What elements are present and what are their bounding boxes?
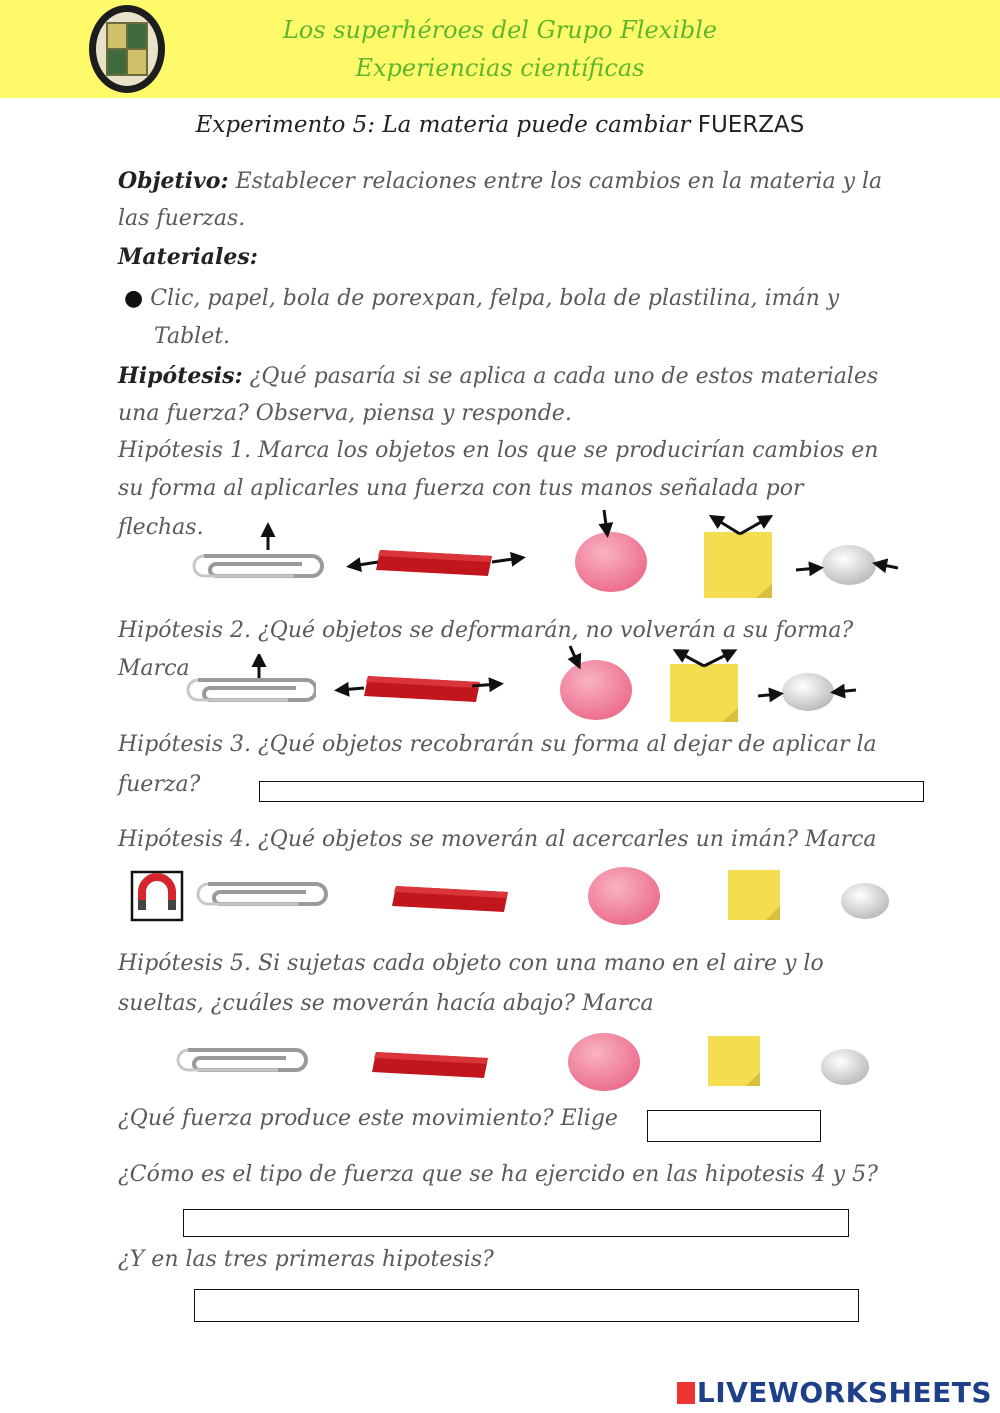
header-title: Los superhéroes del Grupo Flexible (282, 16, 718, 44)
question-3-answer-input[interactable] (194, 1289, 859, 1322)
materials-text-2: Tablet. (154, 324, 231, 349)
hypothesis-2-line-2: Marca (118, 656, 190, 681)
red-felt-icon[interactable] (346, 540, 526, 585)
objective-text-2: las fuerzas. (118, 206, 246, 231)
experiment-title-script: Experimento 5: La materia puede cambiar (195, 112, 691, 138)
pink-ball-icon[interactable] (570, 506, 652, 594)
liveworksheets-icon (677, 1382, 695, 1404)
materials-label: Materiales: (118, 244, 258, 270)
sticky-note-icon[interactable] (724, 866, 784, 924)
objective-line (118, 168, 882, 194)
paperclip-icon[interactable] (196, 876, 330, 912)
hypothesis-2-line-1: Hipótesis 2. ¿Qué objetos se deformarán, no volverán a su forma? (118, 618, 854, 643)
force-select[interactable] (647, 1110, 821, 1142)
white-ball-icon[interactable] (818, 1046, 872, 1088)
paperclip-icon[interactable] (190, 520, 330, 580)
hypothesis-3-line-2: fuerza? (118, 772, 201, 797)
white-ball-icon[interactable] (794, 538, 904, 588)
red-felt-icon[interactable] (368, 1044, 494, 1082)
hypothesis-intro-text: ¿Qué pasaría si se aplica a cada uno de estos materiales (249, 364, 879, 389)
hypothesis-1-line-3: flechas. (118, 515, 204, 540)
header-subtitle: Experiencias científicas (355, 54, 645, 82)
white-ball-icon[interactable] (838, 880, 892, 922)
question-3: ¿Y en las tres primeras hipotesis? (118, 1247, 494, 1272)
bullet-icon: ● (124, 286, 144, 311)
experiment-topic: FUERZAS (697, 112, 805, 138)
objective-label: Objetivo: (118, 168, 229, 194)
liveworksheets-logo[interactable] (677, 1376, 992, 1409)
hypothesis-5-line-2: sueltas, ¿cuáles se moverán hacía abajo? Marca (118, 991, 654, 1016)
hypothesis-intro-text-2: una fuerza? Observa, piensa y responde. (118, 401, 572, 426)
hypothesis-4-line-1: Hipótesis 4. ¿Qué objetos se moverán al acercarles un imán? Marca (118, 827, 877, 852)
magnet-icon[interactable] (130, 870, 184, 922)
objective-text: Establecer relaciones entre los cambios en la materia y la (235, 169, 883, 194)
footer-brand: LIVEWORKSHEETS (696, 1376, 992, 1409)
hypothesis-5-line-1: Hipótesis 5. Si sujetas cada objeto con una mano en el aire y lo (118, 951, 824, 976)
question-1: ¿Qué fuerza produce este movimiento? Elige (118, 1106, 618, 1131)
hypothesis-label: Hipótesis: (118, 363, 243, 389)
sticky-note-icon[interactable] (704, 1032, 764, 1090)
experiment-title (0, 112, 1000, 138)
paperclip-icon[interactable] (186, 654, 316, 704)
materials-text: Clic, papel, bola de porexpan, felpa, bola de plastilina, imán y (150, 286, 840, 311)
red-felt-icon[interactable] (334, 668, 504, 708)
hypothesis-3-answer-input[interactable] (259, 781, 924, 802)
question-2-answer-input[interactable] (183, 1209, 849, 1237)
pink-ball-icon[interactable] (554, 642, 640, 722)
white-ball-icon[interactable] (756, 668, 860, 714)
sticky-note-icon[interactable] (664, 646, 750, 726)
worksheet-header (0, 0, 1000, 98)
pink-ball-icon[interactable] (584, 864, 664, 928)
pink-ball-icon[interactable] (564, 1030, 644, 1094)
red-felt-icon[interactable] (388, 878, 514, 916)
paperclip-icon[interactable] (176, 1042, 310, 1078)
materials-item (124, 286, 839, 311)
school-seal-icon (88, 4, 166, 94)
hypothesis-1-line-1: Hipótesis 1. Marca los objetos en los que se producirían cambios en (118, 438, 879, 463)
hypothesis-1-line-2: su forma al aplicarles una fuerza con tus manos señalada por (118, 476, 804, 501)
hypothesis-3-line-1: Hipótesis 3. ¿Qué objetos recobrarán su forma al dejar de aplicar la (118, 732, 877, 757)
hypothesis-intro (118, 363, 878, 389)
sticky-note-icon[interactable] (696, 512, 782, 602)
question-2: ¿Cómo es el tipo de fuerza que se ha ejercido en las hipotesis 4 y 5? (118, 1162, 878, 1187)
